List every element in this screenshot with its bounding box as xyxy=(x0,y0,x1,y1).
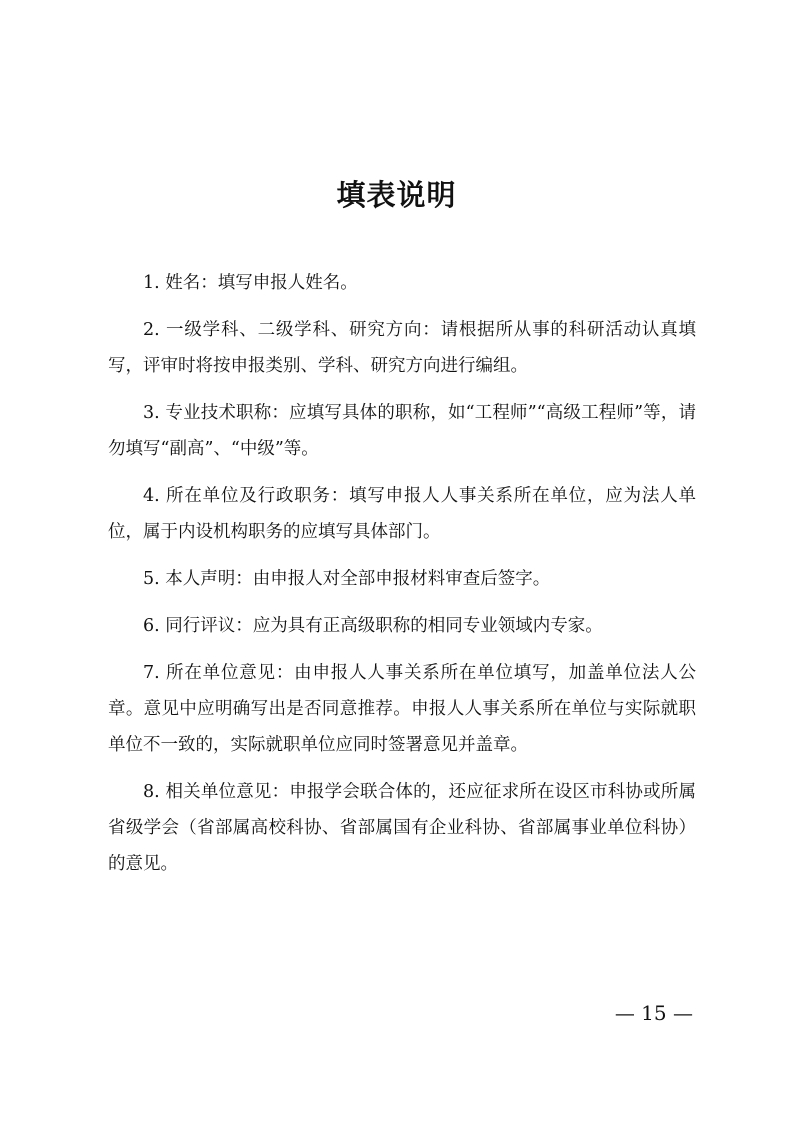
page-title: 填表说明 xyxy=(336,178,457,212)
instruction-item-4: 4. 所在单位及行政职务：填写申报人人事关系所在单位，应为法人单位，属于内设机构职务的应填写具体部门。 xyxy=(108,486,696,542)
instruction-item-2: 2. 一级学科、二级学科、研究方向：请根据所从事的科研活动认真填写，评审时将按申报类别、学科、研究方向进行编组。 xyxy=(108,320,696,376)
instruction-item-5: 5. 本人声明：由申报人对全部申报材料审查后签字。 xyxy=(143,569,551,589)
instruction-item-6: 6. 同行评议：应为具有正高级职称的相同专业领域内专家。 xyxy=(143,616,603,636)
instruction-item-8: 8. 相关单位意见：申报学会联合体的，还应征求所在设区市科协或所属省级学会（省部属高校科协、省部属国有企业科协、省部属事业单位科协）的意见。 xyxy=(108,782,696,874)
instruction-item-1: 1. 姓名：填写申报人姓名。 xyxy=(143,273,358,293)
page-number: — 15 — xyxy=(614,1001,693,1025)
instruction-item-7: 7. 所在单位意见：由申报人人事关系所在单位填写，加盖单位法人公章。意见中应明确写出是否同意推荐。申报人人事关系所在单位与实际就职单位不一致的，实际就职单位应同时签署意见并盖章。 xyxy=(108,663,696,755)
instructions-list xyxy=(108,265,696,893)
instruction-item-3: 3. 专业技术职称：应填写具体的职称，如“工程师”“高级工程师”等，请勿填写“副高”、“中级”等。 xyxy=(108,403,696,459)
